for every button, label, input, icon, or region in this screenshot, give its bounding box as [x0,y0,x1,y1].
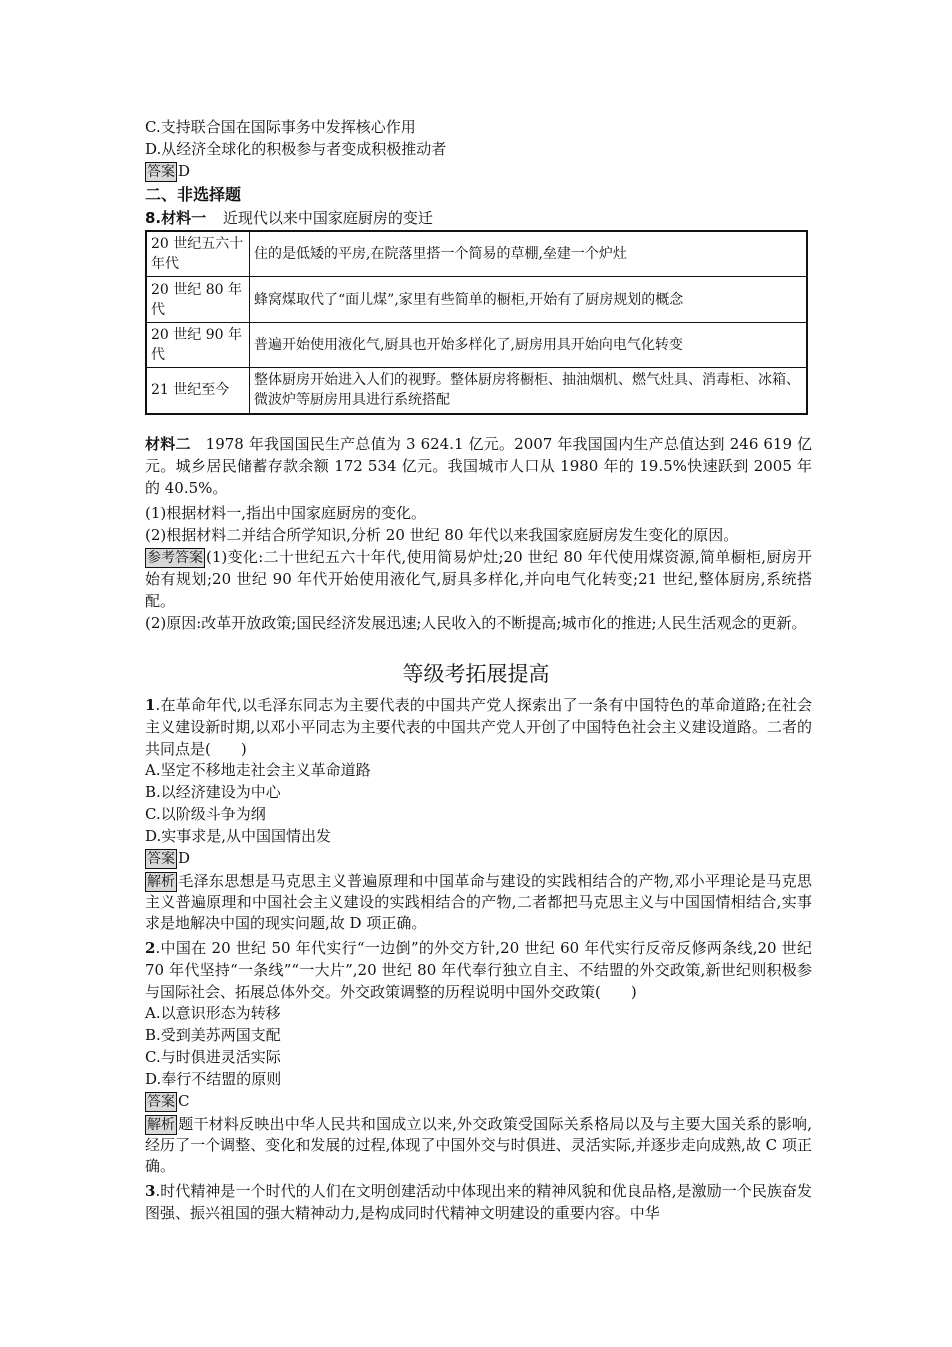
table-row [146,231,807,277]
table-cell-desc: 住的是低矮的平房,在院落里搭一个简易的草棚,垒建一个炉灶 [250,231,808,277]
table-cell-era: 20 世纪 80 年代 [146,277,250,323]
answer-line [145,160,190,182]
reference-answer-text: (1)变化:二十世纪五六十年代,使用简易炉灶;20 世纪 80 年代使用煤资源,简单橱柜,厨房开始有规划;20 世纪 90 年代开始使用液化气,厨具多样化,并向电气化转变;21 世纪,整体厨房,系统搭配。 [145,548,812,610]
analysis-paragraph [145,871,812,934]
answer-line [145,1090,189,1112]
answer-value: D [178,849,191,867]
option-b: B.以经济建设为中心 [145,783,281,801]
section-heading: 等级考拓展提高 [402,662,550,686]
analysis-tag: 解析 [147,1117,175,1133]
option-a: A.坚定不移地走社会主义革命道路 [145,761,371,779]
answer-tag: 答案 [147,164,175,180]
answer-tag: 答案 [147,851,175,867]
option-b: B.受到美苏两国支配 [145,1026,281,1044]
q8-sub2: (2)根据材料二并结合所学知识,分析 20 世纪 80 年代以来我国家庭厨房发生变化的原因。 [145,526,739,544]
table-cell-desc: 普遍开始使用液化气,厨具也开始多样化了,厨房用具开始向电气化转变 [250,323,808,368]
answer-tag: 答案 [147,1094,175,1110]
option-d: D.奉行不结盟的原则 [145,1070,282,1088]
option-c: C.与时俱进灵活实际 [145,1048,281,1066]
reference-answer-2: (2)原因:改革开放政策;国民经济发展迅速;人民收入的不断提高;城市化的推进;人民生活观念的更新。 [145,614,807,632]
option-c: C.以阶级斗争为纲 [145,805,266,823]
material1-title: 近现代以来中国家庭厨房的变迁 [222,209,433,227]
table-row [146,368,807,414]
material2-paragraph [145,433,812,499]
analysis-text: 毛泽东思想是马克思主义普遍原理和中国革命与建设的实践相结合的产物,邓小平理论是马克思主义普遍原理和中国社会主义建设的实践相结合的产物,二者都把马克思主义与中国国情相结合,实事求是地解决中国的现实问题,故 D 项正确。 [145,872,812,932]
material1-heading [145,207,433,229]
table-cell-desc: 蜂窝煤取代了“面儿煤”,家里有些简单的橱柜,开始有了厨房规划的概念 [250,277,808,323]
question-text: .时代精神是一个时代的人们在文明创建活动中体现出来的精神风貌和优良品格,是激励一个民族奋发图强、振兴祖国的强大精神动力,是构成同时代精神文明建设的重要内容。中华 [145,1182,812,1222]
question-2-stem [145,937,812,1003]
answer-line [145,847,190,869]
question-number: 2 [145,939,156,957]
option-c: C.支持联合国在国际事务中发挥核心作用 [145,118,416,136]
table-cell-era: 20 世纪五六十年代 [146,231,250,277]
question-text: .中国在 20 世纪 50 年代实行“一边倒”的外交方针,20 世纪 60 年代实行反帝反修两条线,20 世纪 70 年代坚持“一条线”“一大片”,20 世纪 80 年代奉行独立自主、不结盟的外交政策,新世纪则积极参与国际社会、拓展总体外交。外交政策调整的历程说明中国外交政策( ) [145,939,812,1001]
table-row [146,277,807,323]
kitchen-change-table [145,230,808,415]
analysis-text: 题干材料反映出中华人民共和国成立以来,外交政策受国际关系格局以及与主要大国关系的影响,经历了一个调整、变化和发展的过程,体现了中国外交与时俱进、灵活实际,并逐步走向成熟,故 C 项正确。 [145,1115,812,1175]
table-cell-desc: 整体厨房开始进入人们的视野。整体厨房将橱柜、抽油烟机、燃气灶具、消毒柜、冰箱、微波炉等厨房用具进行系统搭配 [250,368,808,414]
table-cell-era: 21 世纪至今 [146,368,250,414]
option-a: A.以意识形态为转移 [145,1004,281,1022]
option-d: D.从经济全球化的积极参与者变成积极推动者 [145,140,447,158]
option-d: D.实事求是,从中国国情出发 [145,827,332,845]
material1-label: 8.材料一 [145,209,207,227]
table-cell-era: 20 世纪 90 年代 [146,323,250,368]
reference-answer-tag: 参考答案 [147,550,203,566]
question-1-stem [145,694,812,760]
section-title: 二、非选择题 [145,185,242,204]
reference-answer-1 [145,546,812,612]
question-text: .在革命年代,以毛泽东同志为主要代表的中国共产党人探索出了一条有中国特色的革命道路;在社会主义建设新时期,以邓小平同志为主要代表的中国共产党人开创了中国特色社会主义建设道路。二者的共同点是( ) [145,696,812,758]
answer-value: C [178,1092,190,1110]
material2-label: 材料二 [145,435,191,453]
question-3-stem [145,1180,812,1224]
answer-value: D [178,162,191,180]
analysis-tag: 解析 [147,874,175,890]
material2-text: 1978 年我国国民生产总值为 3 624.1 亿元。2007 年我国国内生产总值达到 246 619 亿元。城乡居民储蓄存款余额 172 534 亿元。我国城市人口从 1980 年的 19.5%快速跃到 2005 年的 40.5%。 [145,435,812,497]
table-row [146,323,807,368]
question-number: 1 [145,696,156,714]
question-number: 3 [145,1182,156,1200]
q8-sub1: (1)根据材料一,指出中国家庭厨房的变化。 [145,504,427,522]
analysis-paragraph [145,1114,812,1177]
